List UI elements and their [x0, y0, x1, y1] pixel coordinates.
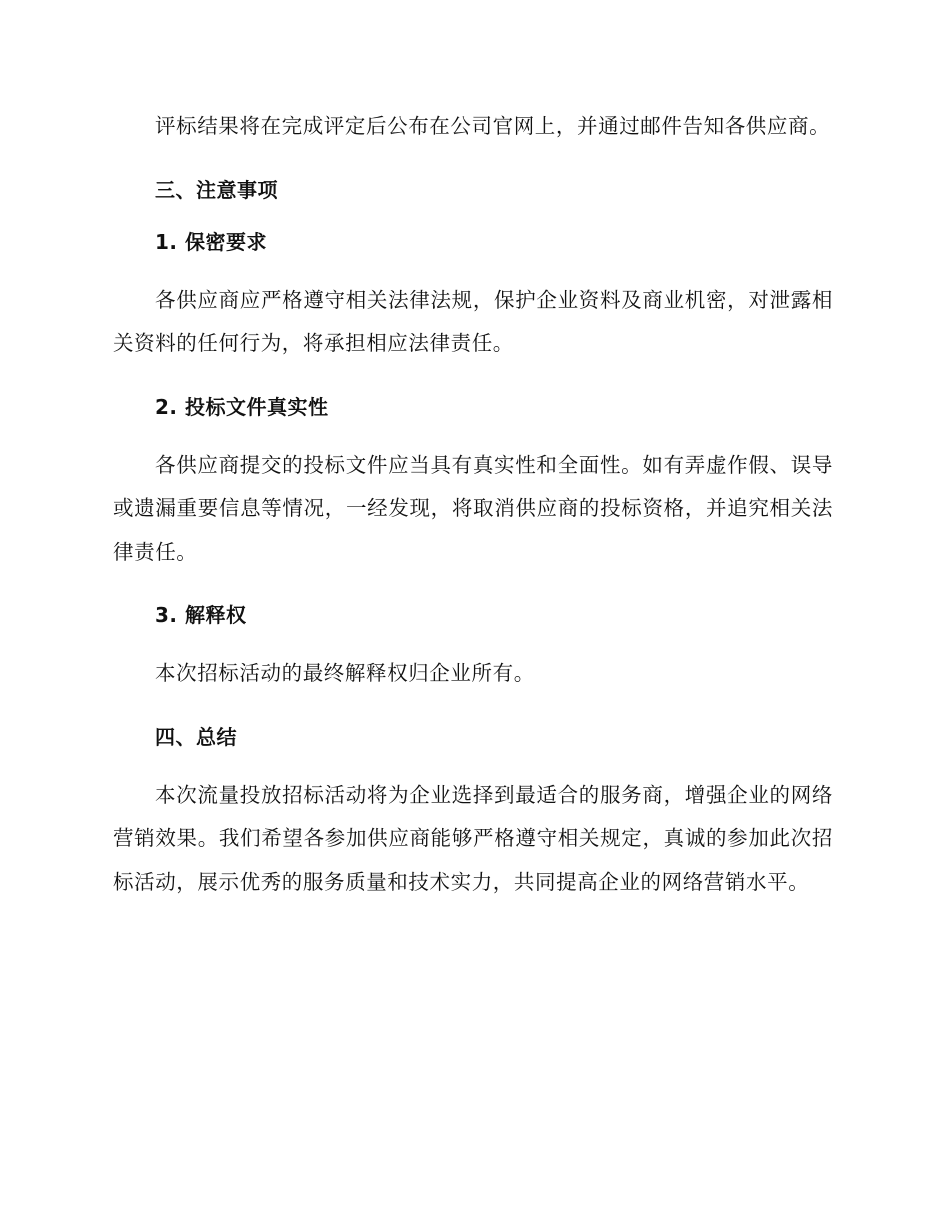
- subheading-authenticity: 2. 投标文件真实性: [155, 394, 329, 419]
- paragraph-authenticity: 各供应商提交的投标文件应当具有真实性和全面性。如有弄虚作假、误导或遗漏重要信息等情况，一经发现，将取消供应商的投标资格，并追究相关法律责任。: [113, 452, 833, 564]
- document-page: [113, 105, 833, 904]
- paragraph-summary: 本次流量投放招标活动将为企业选择到最适合的服务商，增强企业的网络营销效果。我们希望各参加供应商能够严格遵守相关规定，真诚的参加此次招标活动，展示优秀的服务质量和技术实力，共同提高企业的网络营销水平。: [113, 782, 833, 894]
- subheading-confidentiality: 1. 保密要求: [155, 229, 267, 254]
- paragraph-result-announcement: 评标结果将在完成评定后公布在公司官网上，并通过邮件告知各供应商。: [155, 114, 831, 138]
- section-heading-summary: 四、总结: [155, 724, 237, 749]
- paragraph-confidentiality: 各供应商应严格遵守相关法律法规，保护企业资料及商业机密，对泄露相关资料的任何行为，将承担相应法律责任。: [113, 287, 833, 355]
- section-heading-notes: 三、注意事项: [155, 177, 278, 202]
- subheading-interpretation: 3. 解释权: [155, 603, 247, 627]
- paragraph-interpretation: 本次招标活动的最终解释权归企业所有。: [155, 661, 535, 685]
